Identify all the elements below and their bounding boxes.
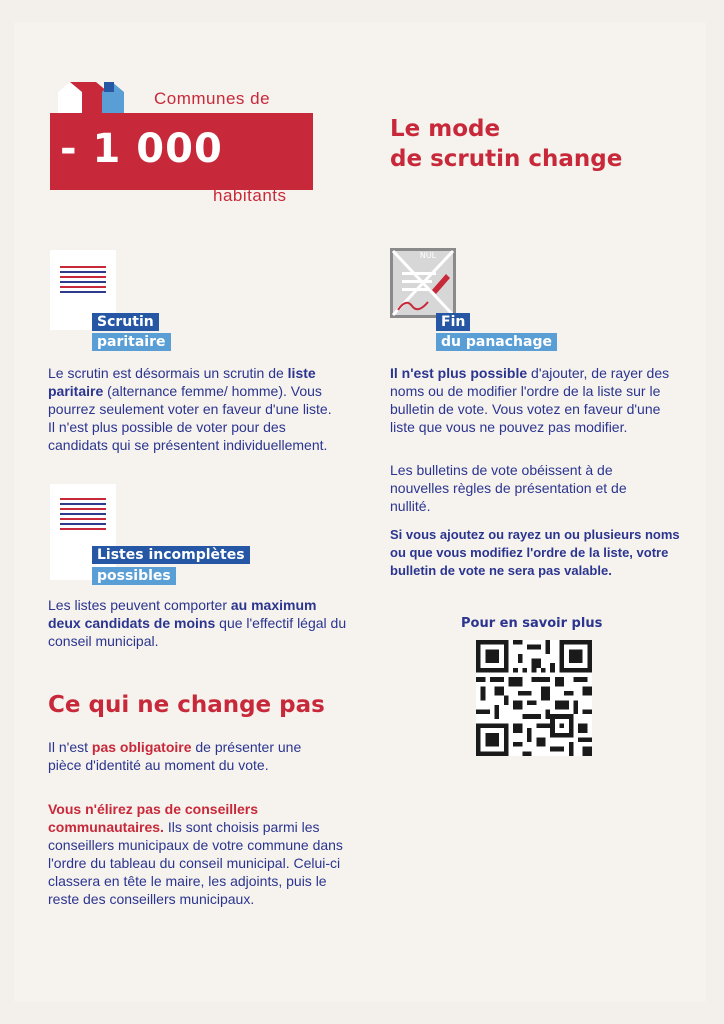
scrutin-tag-line1: Scrutin — [92, 313, 159, 331]
unchanged-p2: Vous n'élirez pas de conseillers communautaires. Ils sont choisis parmi les conseillers municipaux de votre commune dans l'ordre du tableau du conseil municipal. Celui-ci classera en tête le maire, les adjoints, puis le reste des conseillers municipaux. — [48, 801, 343, 907]
houses-icon — [56, 78, 126, 118]
panachage-tag-line1: Fin — [436, 313, 470, 331]
unchanged-heading: Ce qui ne change pas — [48, 692, 325, 718]
listes-tag-line1: Listes incomplètes — [92, 546, 250, 564]
communes-label: Communes de — [154, 89, 271, 108]
scrutin-tag-line2: paritaire — [92, 333, 171, 351]
scrutin-text: Le scrutin est désormais un scrutin de liste paritaire (alternance femme/ homme). Vous pourrez seulement voter en faveur d'une liste. Il n'est plus possible de voter pour des candidats qui se présentent individuellement. — [48, 365, 332, 453]
panachage-p3: Si vous ajoutez ou rayez un ou plusieurs noms ou que vous modifiez l'ordre de la liste, votre bulletin de vote ne sera pas valable. — [390, 527, 680, 578]
more-info-label: Pour en savoir plus — [461, 616, 603, 631]
nul-label: NUL — [419, 251, 437, 260]
page-title: Le mode de scrutin change — [390, 116, 623, 172]
qr-code-icon[interactable] — [476, 640, 592, 756]
population-number: - 1 000 — [60, 126, 223, 172]
panachage-p2: Les bulletins de vote obéissent à de nouvelles règles de présentation et de nullité. — [390, 462, 627, 514]
list-sheet-icon — [50, 484, 116, 580]
listes-tag-line2: possibles — [92, 567, 176, 585]
unchanged-p1: Il n'est pas obligatoire de présenter une pièce d'identité au moment du vote. — [48, 739, 302, 773]
panachage-p1: Il n'est plus possible d'ajouter, de rayer des noms ou de modifier l'ordre de la liste sur le bulletin de vote. Vous votez en faveur d'une liste que vous ne pouvez pas modifier. — [390, 365, 670, 435]
panachage-tag-line2: du panachage — [436, 333, 557, 351]
habitants-label: habitants — [213, 186, 287, 205]
listes-text: Les listes peuvent comporter au maximum deux candidats de moins que l'effectif légal du conseil municipal. — [48, 597, 347, 649]
